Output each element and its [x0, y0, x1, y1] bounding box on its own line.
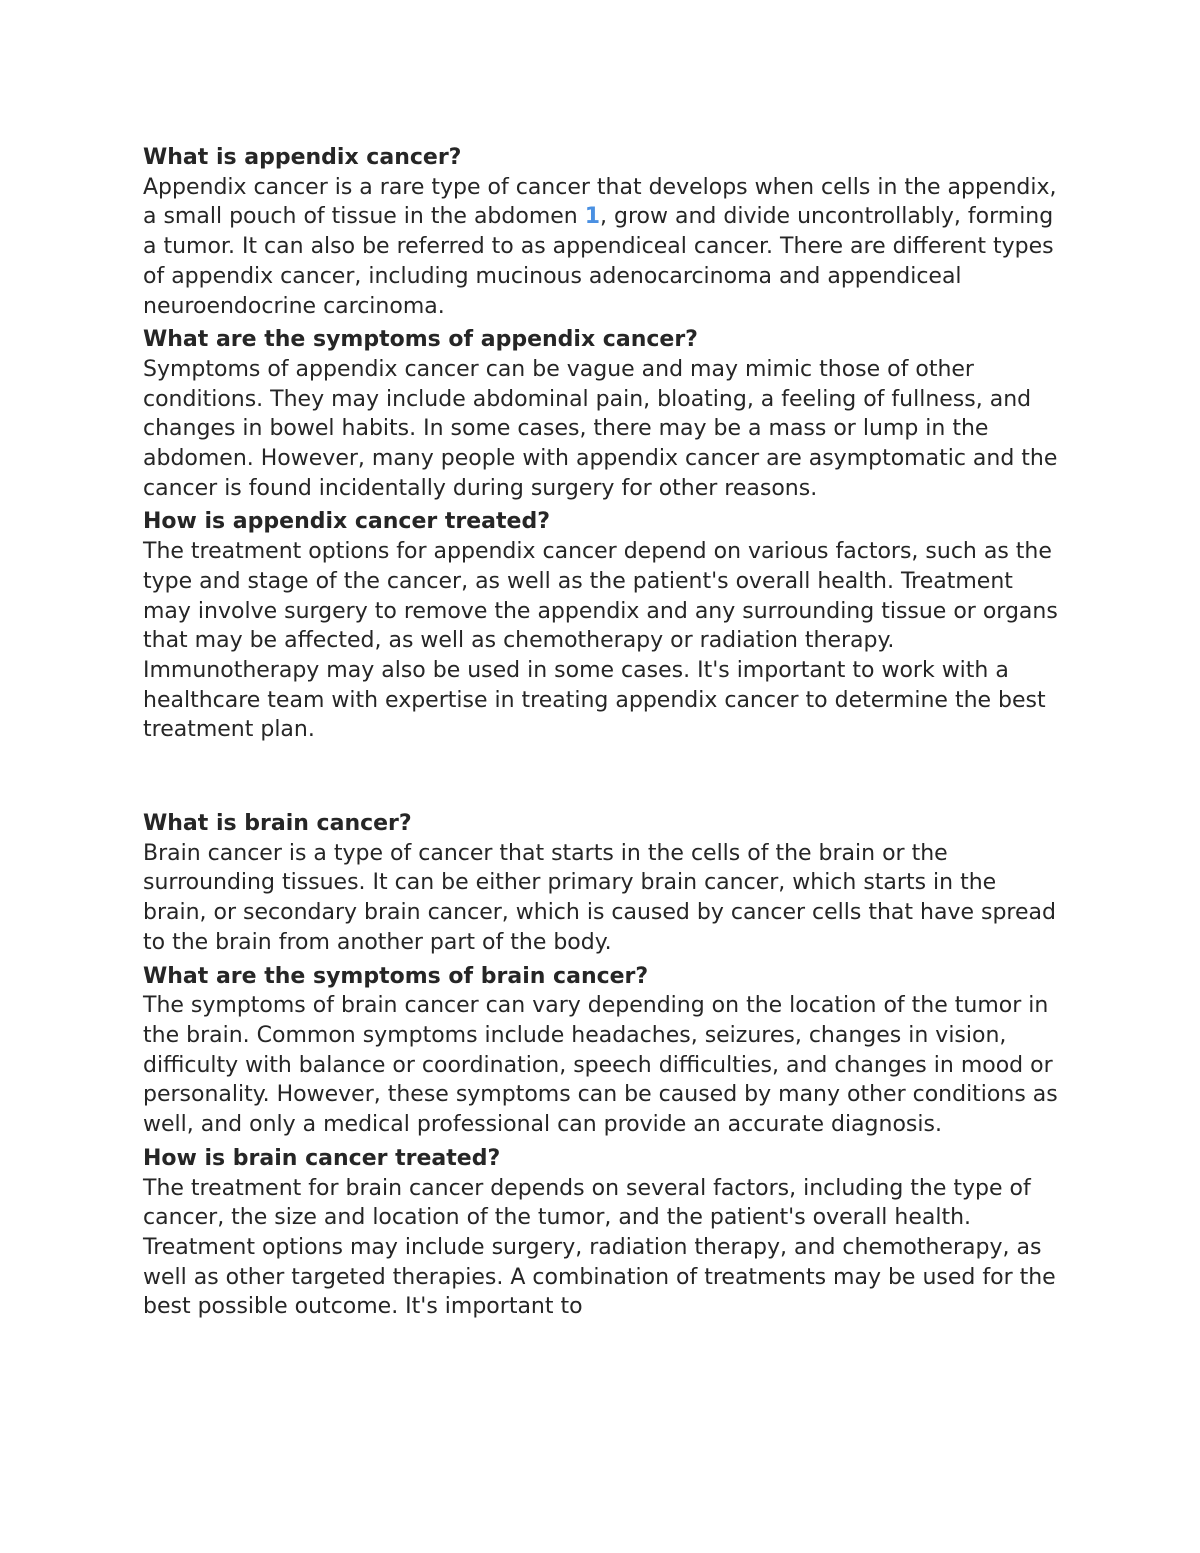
document-body — [143, 143, 1063, 1326]
heading-brain-symptoms: What are the symptoms of brain cancer? — [143, 963, 649, 989]
paragraph-brain-definition: Brain cancer is a type of cancer that starts in the cells of the brain or the surrounding tissues. It can be either primary brain cancer, which starts in the brain, or secondary brain cancer, which is caused by cancer cells that have spread to the brain from another part of the body. — [143, 840, 1056, 955]
section-brain-treatment — [143, 1144, 1063, 1322]
paragraph-text: Appendix cancer is a rare type of cancer that develops when cells in the appendix, a small pouch of tissue in the abdomen — [143, 174, 1057, 230]
heading-what-is-brain-cancer: What is brain cancer? — [143, 811, 412, 837]
heading-appendix-symptoms: What are the symptoms of appendix cancer? — [143, 327, 698, 353]
section-appendix-what — [143, 143, 1063, 321]
section-brain-what — [143, 809, 1063, 958]
paragraph-brain-symptoms: The symptoms of brain cancer can vary depending on the location of the tumor in the brain. Common symptoms include headaches, seizures, changes in vision, difficulty with balance or coordination, speech difficulties, and changes in mood or personality. However, these symptoms can be caused by many other conditions as well, and only a medical professional can provide an accurate diagnosis. — [143, 993, 1058, 1138]
section-appendix-treatment — [143, 507, 1063, 745]
paragraph-brain-treatment: The treatment for brain cancer depends on several factors, including the type of cancer, the size and location of the tumor, and the patient's overall health. Treatment options may include surgery, radiation therapy, and chemotherapy, as well as other targeted therapies. A combination of treatments may be used for the best possible outcome. It's important to — [143, 1175, 1056, 1320]
paragraph-text: , grow and divide uncontrollably, forming a tumor. It can also be referred to as appendiceal cancer. There are different types of appendix cancer, including mucinous adenocarcinoma and appendiceal neuroendocrine carcinoma. — [143, 204, 1054, 319]
heading-what-is-appendix-cancer: What is appendix cancer? — [143, 145, 462, 170]
reference-link-1[interactable]: 1 — [584, 204, 601, 230]
paragraph-appendix-treatment: The treatment options for appendix cancer depend on various factors, such as the type and stage of the cancer, as well as the patient's overall health. Treatment may involve surgery to remove the appendix and any surrounding tissue or organs that may be affected, as well as chemotherapy or radiation therapy. Immunotherapy may also be used in some cases. It's important to work with a healthcare team with expertise in treating appendix cancer to determine the best treatment plan. — [143, 539, 1058, 743]
section-appendix-symptoms — [143, 325, 1063, 503]
section-brain-symptoms — [143, 962, 1063, 1140]
heading-brain-treatment: How is brain cancer treated? — [143, 1145, 501, 1171]
paragraph-appendix-definition — [143, 173, 1063, 322]
paragraph-appendix-symptoms: Symptoms of appendix cancer can be vague and may mimic those of other conditions. They may include abdominal pain, bloating, a feeling of fullness, and changes in bowel habits. In some cases, there may be a mass or lump in the abdomen. However, many people with appendix cancer are asymptomatic and the cancer is found incidentally during surgery for other reasons. — [143, 356, 1058, 501]
heading-appendix-treatment: How is appendix cancer treated? — [143, 509, 550, 535]
section-spacer — [143, 749, 1063, 809]
